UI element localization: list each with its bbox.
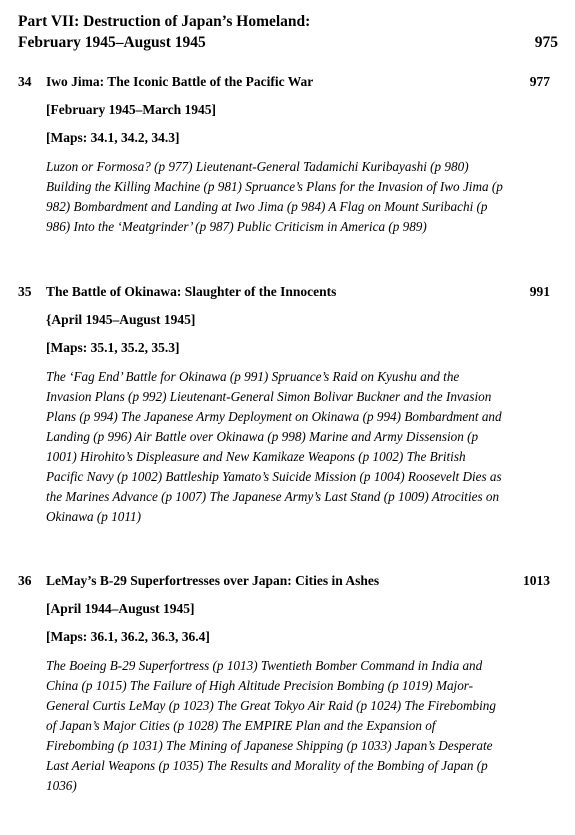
chapter-maps: [Maps: 36.1, 36.2, 36.3, 36.4] (46, 629, 210, 644)
chapter-maps: [Maps: 34.1, 34.2, 34.3] (46, 130, 180, 145)
chapter-title: Iwo Jima: The Iconic Battle of the Pacific War (46, 74, 314, 89)
chapter-entry-34 (18, 73, 550, 237)
chapter-entry-36 (18, 572, 550, 796)
chapter-number: 35 (18, 284, 32, 299)
part-page-number: 975 (534, 34, 558, 51)
chapter-summary: The ‘Fag End’ Battle for Okinawa (p 991) Spruance’s Raid on Kyushu and the Invasion Plans (p 992) Lieutenant-General Simon Bolivar Buckner and the Invasion Plans (p 994) The Japanese Army Deployment on Okinawa (p 994) Bombardment and Landing (p 996) Air Battle over Okinawa (p 998) Marine and Army Dissension (p 1001) Hirohito’s Displeasure and New Kamikaze Weapons (p 1002) The British Pacific Navy (p 1002) Battleship Yamato’s Suicide Mission (p 1004) Roosevelt Dies as the Marines Advance (p 1007) The Japanese Army’s Last Stand (p 1009) Atrocities on Okinawa (p 1011) (46, 369, 502, 524)
chapter-heading (18, 283, 550, 301)
chapter-dates: [February 1945–March 1945] (46, 102, 216, 117)
part-title-line2: February 1945–August 1945 (18, 34, 206, 51)
chapter-entry-35 (18, 283, 550, 527)
chapter-dates: [April 1944–August 1945] (46, 601, 195, 616)
part-title-line1: Part VII: Destruction of Japan’s Homeland: (18, 13, 311, 30)
chapter-heading (18, 572, 550, 590)
chapter-summary: The Boeing B-29 Superfortress (p 1013) Twentieth Bomber Command in India and China (p 1015) The Failure of High Altitude Precision Bombing (p 1019) Major-General Curtis LeMay (p 1023) The Great Tokyo Air Raid (p 1024) The Firebombing of Japan’s Major Cities (p 1028) The EMPIRE Plan and the Expansion of Firebombing (p 1031) The Mining of Japanese Shipping (p 1033) Japan’s Desperate Last Aerial Weapons (p 1035) The Results and Morality of the Bombing of Japan (p 1036) (46, 658, 496, 793)
chapter-heading (18, 73, 550, 91)
chapter-page-number: 977 (529, 74, 550, 89)
chapter-maps: [Maps: 35.1, 35.2, 35.3] (46, 340, 180, 355)
chapter-page-number: 1013 (523, 573, 550, 588)
chapter-number: 34 (18, 74, 32, 89)
chapter-title: The Battle of Okinawa: Slaughter of the Innocents (46, 284, 337, 299)
part-heading (18, 11, 558, 53)
chapter-number: 36 (18, 573, 32, 588)
chapter-title: LeMay’s B-29 Superfortresses over Japan: Cities in Ashes (46, 573, 380, 588)
chapter-summary: Luzon or Formosa? (p 977) Lieutenant-General Tadamichi Kuribayashi (p 980) Building the Killing Machine (p 981) Spruance’s Plans for the Invasion of Iwo Jima (p 982) Bombardment and Landing at Iwo Jima (p 984) A Flag on Mount Suribachi (p 986) Into the ‘Meatgrinder’ (p 987) Public Criticism in America (p 989) (46, 159, 503, 234)
chapter-dates: {April 1945–August 1945] (46, 312, 196, 327)
chapter-page-number: 991 (529, 284, 550, 299)
